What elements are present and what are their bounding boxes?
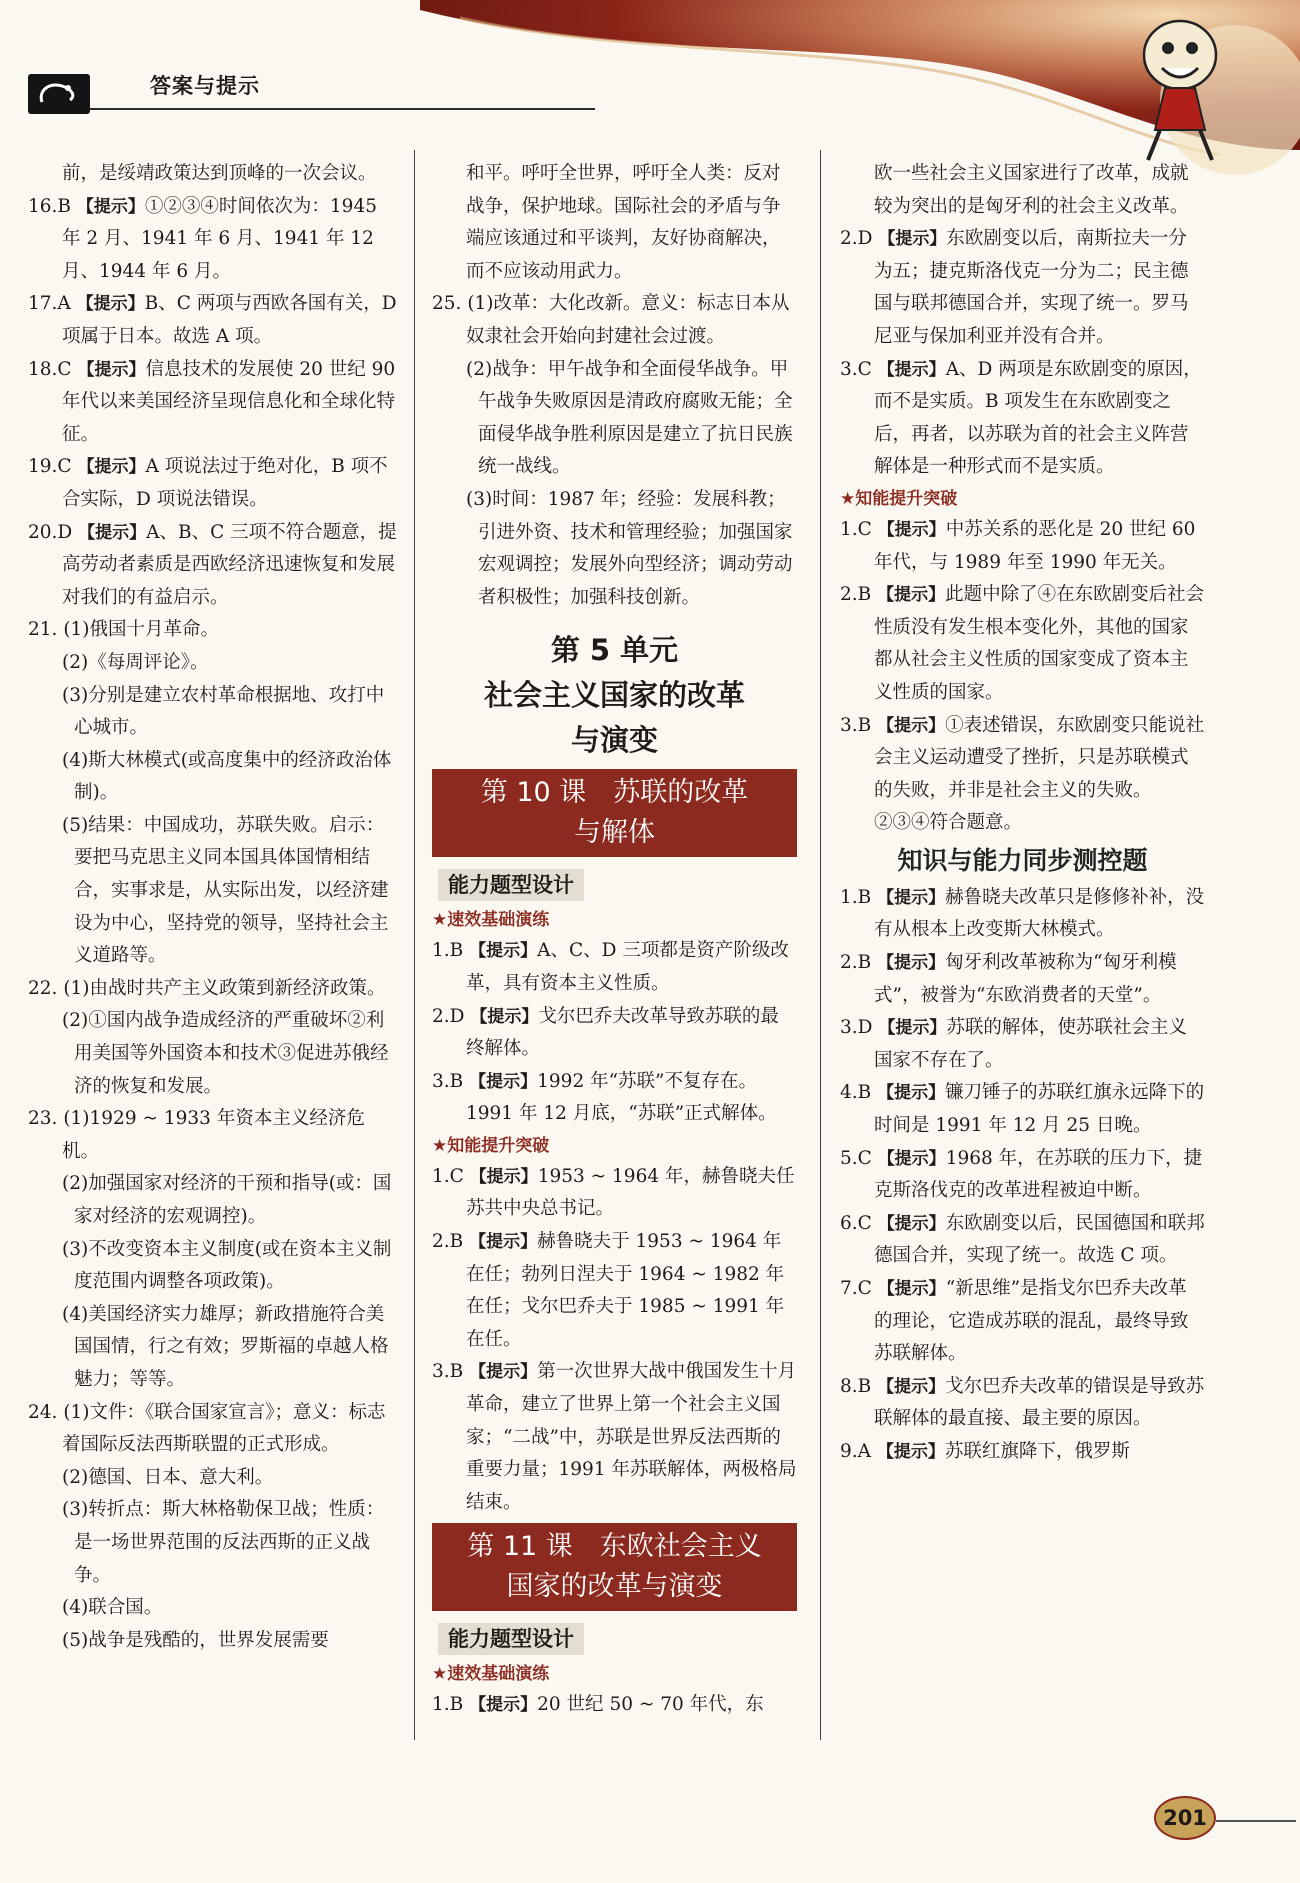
answer-item bbox=[840, 710, 1205, 840]
answer-number: 1.C bbox=[432, 1165, 470, 1187]
answer-number: 3.B bbox=[840, 714, 878, 736]
answer-text: 1992 年“苏联”不复存在。1991 年 12 月底，“苏联”正式解体。 bbox=[466, 1070, 777, 1125]
answer-text: 匈牙利改革被称为“匈牙利模式”，被誉为“东欧消费者的天堂”。 bbox=[874, 952, 1177, 1006]
answer-subitem: (5)结果：中国成功，苏联失败。启示：要把马克思主义同本国具体国情相结合，实事求是，从实际出发，以经济建设为中心，坚持党的领导，坚持社会主义道路等。 bbox=[62, 814, 389, 967]
page-number-rule bbox=[1216, 1820, 1296, 1822]
answer-number: 3.C bbox=[840, 358, 878, 380]
answer-text: (1)改革：大化改新。意义：标志日本从奴隶社会开始向封建社会过渡。 bbox=[466, 293, 790, 347]
header-rule bbox=[90, 108, 595, 110]
answer-continuation: 和平。呼吁全世界，呼吁全人类：反对战争，保护地球。国际社会的矛盾与争端应该通过和平谈判，友好协商解决，而不应该动用武力。 bbox=[466, 163, 781, 282]
answer-item bbox=[840, 1077, 1205, 1142]
answer-subitem: (5)战争是残酷的，世界发展需要 bbox=[62, 1629, 329, 1651]
answer-subitem: (3)时间：1987 年；经验：发展科教；引进外资、技术和管理经验；加强国家宏观调控；发展外向型经济；调动劳动者积极性；加强科技创新。 bbox=[466, 488, 793, 608]
hint-label: 【提示】 bbox=[877, 1279, 946, 1299]
answer-item bbox=[28, 451, 400, 516]
answer-number: 18.C bbox=[28, 358, 78, 380]
answer-subitem: (3)转折点：斯大林格勒保卫战；性质：是一场世界范围的反法西斯的正义战争。 bbox=[62, 1499, 385, 1586]
answer-number: 6.C bbox=[840, 1212, 878, 1234]
answer-number: 23. bbox=[28, 1108, 64, 1130]
hint-label: 【提示】 bbox=[469, 941, 538, 962]
answer-text: 此题中除了④在东欧剧变后社会性质没有发生根本变化外，其他的国家都从社会主义性质的国家变成了资本主义性质的国家。 bbox=[874, 584, 1205, 703]
answer-item bbox=[840, 1371, 1205, 1436]
answer-item bbox=[28, 614, 400, 647]
hint-label: 【提示】 bbox=[469, 1362, 538, 1383]
answer-number: 1.B bbox=[432, 940, 470, 962]
answer-text: 东欧剧变以后，南斯拉夫一分为五；捷克斯洛伐克一分为二；民主德国与联邦德国合并，实现了统一。罗马尼亚与保加利亚并没有合并。 bbox=[874, 228, 1189, 347]
answer-number: 1.B bbox=[840, 886, 878, 908]
hint-label: 【提示】 bbox=[877, 585, 946, 606]
answer-subitem: (4)联合国。 bbox=[62, 1597, 163, 1619]
answer-number: 2.B bbox=[840, 584, 878, 606]
hint-label: 【提示】 bbox=[877, 1083, 946, 1104]
answer-number: 8.B bbox=[840, 1375, 878, 1397]
hint-label: 【提示】 bbox=[877, 519, 946, 540]
answer-item bbox=[840, 947, 1205, 1012]
answer-text: (1)由战时共产主义政策到新经济政策。 bbox=[63, 977, 386, 999]
answer-number: 16.B bbox=[28, 195, 77, 217]
answer-text: A、C、D 三项都是资产阶级改革，具有资本主义性质。 bbox=[466, 940, 789, 994]
answer-item bbox=[840, 579, 1205, 709]
answer-text: B、C 两项与西欧各国有关，D 项属于日本。故选 A 项。 bbox=[62, 293, 397, 347]
answer-item bbox=[840, 1208, 1205, 1273]
answer-item bbox=[432, 1689, 797, 1722]
column-divider bbox=[414, 150, 415, 1740]
hint-label: 【提示】 bbox=[877, 1148, 946, 1169]
answer-number: 1.B bbox=[432, 1694, 470, 1716]
lesson-title: 第 10 课 苏联的改革 与解体 bbox=[432, 769, 797, 857]
subsection-title: ★速效基础演练 bbox=[432, 910, 550, 931]
answer-text: 戈尔巴乔夫改革的错误是导致苏联解体的最直接、最主要的原因。 bbox=[874, 1375, 1205, 1430]
answer-number: 2.D bbox=[840, 228, 879, 250]
hint-label: 【提示】 bbox=[469, 1166, 538, 1187]
answer-text: ①②③④时间依次为：1945 年 2 月、1941 年 6 月、1941 年 12 月、1944 年 6 月。 bbox=[62, 195, 377, 282]
answer-continuation: 前，是绥靖政策达到顶峰的一次会议。 bbox=[62, 163, 377, 184]
answer-item bbox=[432, 1066, 797, 1131]
answer-text: 赫鲁晓夫于 1953 ~ 1964 年在任；勃列日涅夫于 1964 ~ 1982 年在任；戈尔巴乔夫于 1985 ~ 1991 年在任。 bbox=[466, 1231, 785, 1350]
hint-label: 【提示】 bbox=[878, 1018, 947, 1039]
answer-number: 3.D bbox=[840, 1017, 879, 1039]
hint-label: 【提示】 bbox=[78, 522, 147, 543]
answer-number: 3.B bbox=[432, 1361, 470, 1383]
answer-item bbox=[432, 935, 797, 1000]
answer-item bbox=[840, 1012, 1205, 1077]
answer-text: 赫鲁晓夫改革只是修修补补，没有从根本上改变斯大林模式。 bbox=[874, 886, 1205, 941]
answer-item bbox=[432, 288, 797, 353]
answer-number: 20.D bbox=[28, 521, 79, 543]
answer-number: 22. bbox=[28, 977, 64, 999]
publisher-logo-icon bbox=[28, 74, 90, 114]
answer-text: 1968 年，在苏联的压力下，捷克斯洛伐克的改革进程被迫中断。 bbox=[874, 1147, 1203, 1202]
answer-text: 苏联的解体，使苏联社会主义国家不存在了。 bbox=[874, 1017, 1187, 1071]
answer-item bbox=[28, 1397, 400, 1462]
hint-label: 【提示】 bbox=[76, 196, 145, 217]
answer-number: 2.B bbox=[432, 1231, 470, 1253]
hint-label: 【提示】 bbox=[877, 715, 946, 736]
subsection-title: ★知能提升突破 bbox=[432, 1135, 550, 1156]
answer-number: 2.D bbox=[432, 1005, 471, 1027]
answer-number: 9.A bbox=[840, 1440, 877, 1462]
hint-label: 【提示】 bbox=[469, 1232, 538, 1253]
hint-label: 【提示】 bbox=[76, 294, 145, 315]
answer-subitem: (3)不改变资本主义制度(或在资本主义制度范围内调整各项政策)。 bbox=[62, 1238, 392, 1293]
subsection-title: ★速效基础演练 bbox=[432, 1664, 550, 1685]
hint-label: 【提示】 bbox=[876, 1441, 945, 1462]
hint-label: 【提示】 bbox=[878, 229, 947, 250]
answer-number: 2.B bbox=[840, 952, 878, 974]
hint-label: 【提示】 bbox=[877, 887, 946, 908]
page-number: 201 bbox=[1154, 1796, 1216, 1840]
section-banner: 能力题型设计 bbox=[438, 1623, 584, 1655]
answer-item bbox=[28, 191, 400, 289]
answer-item bbox=[432, 1001, 797, 1066]
hint-label: 【提示】 bbox=[877, 359, 946, 380]
answer-subitem: (4)美国经济实力雄厚；新政措施符合美国国情，行之有效；罗斯福的卓越人格魅力；等等。 bbox=[62, 1303, 389, 1390]
hint-label: 【提示】 bbox=[77, 359, 146, 380]
answer-item bbox=[28, 288, 400, 353]
answer-subitem: (4)斯大林模式(或高度集中的经济政治体制)。 bbox=[62, 749, 392, 804]
answer-number: 5.C bbox=[840, 1147, 878, 1169]
hint-label: 【提示】 bbox=[877, 1376, 946, 1397]
answer-subitem: (3)分别是建立农村革命根据地、攻打中心城市。 bbox=[62, 684, 385, 739]
section-banner: 能力题型设计 bbox=[438, 869, 584, 901]
answer-item bbox=[28, 354, 400, 452]
answer-text: “新思维”是指戈尔巴乔夫改革的理论，它造成苏联的混乱，最终导致苏联解体。 bbox=[874, 1278, 1189, 1365]
answer-text: 信息技术的发展使 20 世纪 90 年代以来美国经济呈现信息化和全球化特征。 bbox=[62, 358, 396, 445]
answer-number: 24. bbox=[28, 1401, 64, 1423]
answer-text: A、D 两项是东欧剧变的原因，而不是实质。B 项发生在东欧剧变之后，再者，以苏联为首的社会主义阵营解体是一种形式而不是实质。 bbox=[874, 358, 1202, 478]
answer-text: ①表述错误，东欧剧变只能说社会主义运动遭受了挫折，只是苏联模式的失败，并非是社会主义的失败。②③④符合题意。 bbox=[874, 714, 1205, 834]
lesson-title: 第 11 课 东欧社会主义 国家的改革与演变 bbox=[432, 1523, 797, 1611]
answer-number: 7.C bbox=[840, 1278, 878, 1299]
answer-text: 东欧剧变以后，民国德国和联邦德国合并，实现了统一。故选 C 项。 bbox=[874, 1212, 1205, 1267]
answer-subitem: (2)战争：甲午战争和全面侵华战争。甲午战争失败原因是清政府腐败无能；全面侵华战争胜利原因是建立了抗日民族统一战线。 bbox=[466, 358, 793, 478]
answer-number: 25. bbox=[432, 293, 468, 315]
hint-label: 【提示】 bbox=[470, 1006, 539, 1027]
answer-number: 1.C bbox=[840, 518, 878, 540]
hint-label: 【提示】 bbox=[877, 1213, 946, 1234]
hint-label: 【提示】 bbox=[77, 457, 146, 478]
answer-item bbox=[840, 1143, 1205, 1208]
answer-item bbox=[840, 223, 1205, 353]
answer-text: 20 世纪 50 ~ 70 年代，东 bbox=[537, 1694, 764, 1716]
answer-column-1 bbox=[28, 158, 400, 1657]
answer-item bbox=[840, 882, 1205, 947]
answer-item bbox=[432, 1161, 797, 1226]
answer-text: 第一次世界大战中俄国发生十月革命，建立了世界上第一个社会主义国家；“二战”中，苏联是世界反法西斯的重要力量；1991 年苏联解体，两极格局结束。 bbox=[466, 1361, 797, 1513]
answer-subitem: (2)《每周评论》。 bbox=[62, 651, 209, 673]
answer-continuation: 欧一些社会主义国家进行了改革，成就较为突出的是匈牙利的社会主义改革。 bbox=[874, 163, 1189, 217]
answer-number: 19.C bbox=[28, 456, 78, 478]
answer-number: 3.B bbox=[432, 1070, 470, 1092]
answer-text: 镰刀锤子的苏联红旗永远降下的时间是 1991 年 12 月 25 日晚。 bbox=[874, 1082, 1205, 1137]
answer-text: (1)文件：《联合国家宣言》；意义：标志着国际反法西斯联盟的正式形成。 bbox=[62, 1401, 386, 1456]
unit-title: 第 5 单元 社会主义国家的改革 与演变 bbox=[483, 633, 745, 758]
answer-text: 中苏关系的恶化是 20 世纪 60 年代，与 1989 年至 1990 年无关。 bbox=[874, 518, 1196, 573]
hint-label: 【提示】 bbox=[469, 1695, 538, 1716]
answer-column-3 bbox=[840, 158, 1205, 1469]
answer-item bbox=[432, 1226, 797, 1356]
answer-text: A、B、C 三项不符合题意，提高劳动者素质是西欧经济迅速恢复和发展对我们的有益启示。 bbox=[62, 521, 397, 608]
answer-subitem: (2)加强国家对经济的干预和指导(或：国家对经济的宏观调控)。 bbox=[62, 1173, 392, 1227]
subsection-title: ★知能提升突破 bbox=[840, 488, 958, 509]
column-divider bbox=[820, 150, 821, 1740]
answer-column-2 bbox=[432, 158, 797, 1722]
answer-item bbox=[432, 1356, 797, 1519]
answer-subitem: (2)①国内战争造成经济的严重破坏②利用美国等外国资本和技术③促进苏俄经济的恢复和发展。 bbox=[62, 1010, 389, 1097]
answer-item bbox=[840, 514, 1205, 579]
answer-item bbox=[840, 354, 1205, 484]
answer-number: 4.B bbox=[840, 1082, 878, 1104]
answer-item bbox=[840, 1273, 1205, 1371]
answer-number: 21. bbox=[28, 619, 64, 641]
hint-label: 【提示】 bbox=[469, 1071, 538, 1092]
answer-item bbox=[28, 517, 400, 615]
answer-number: 17.A bbox=[28, 293, 77, 315]
answer-text: A 项说法过于绝对化，B 项不合实际，D 项说法错误。 bbox=[62, 456, 388, 510]
answer-text: 戈尔巴乔夫改革导致苏联的最终解体。 bbox=[466, 1005, 779, 1060]
header-title: 答案与提示 bbox=[150, 74, 260, 98]
answer-item bbox=[840, 1436, 1205, 1469]
answer-item bbox=[28, 973, 400, 1006]
answer-text: 苏联红旗降下，俄罗斯 bbox=[944, 1440, 1130, 1462]
answer-text: (1)1929 ~ 1933 年资本主义经济危机。 bbox=[62, 1108, 365, 1162]
answer-item bbox=[28, 1103, 400, 1168]
answer-text: (1)俄国十月革命。 bbox=[63, 619, 220, 641]
answer-text: 1953 ~ 1964 年，赫鲁晓夫任苏共中央总书记。 bbox=[466, 1165, 795, 1220]
hint-label: 【提示】 bbox=[877, 953, 946, 974]
section-title: 知识与能力同步测控题 bbox=[897, 845, 1148, 875]
answer-subitem: (2)德国、日本、意大利。 bbox=[62, 1466, 274, 1488]
